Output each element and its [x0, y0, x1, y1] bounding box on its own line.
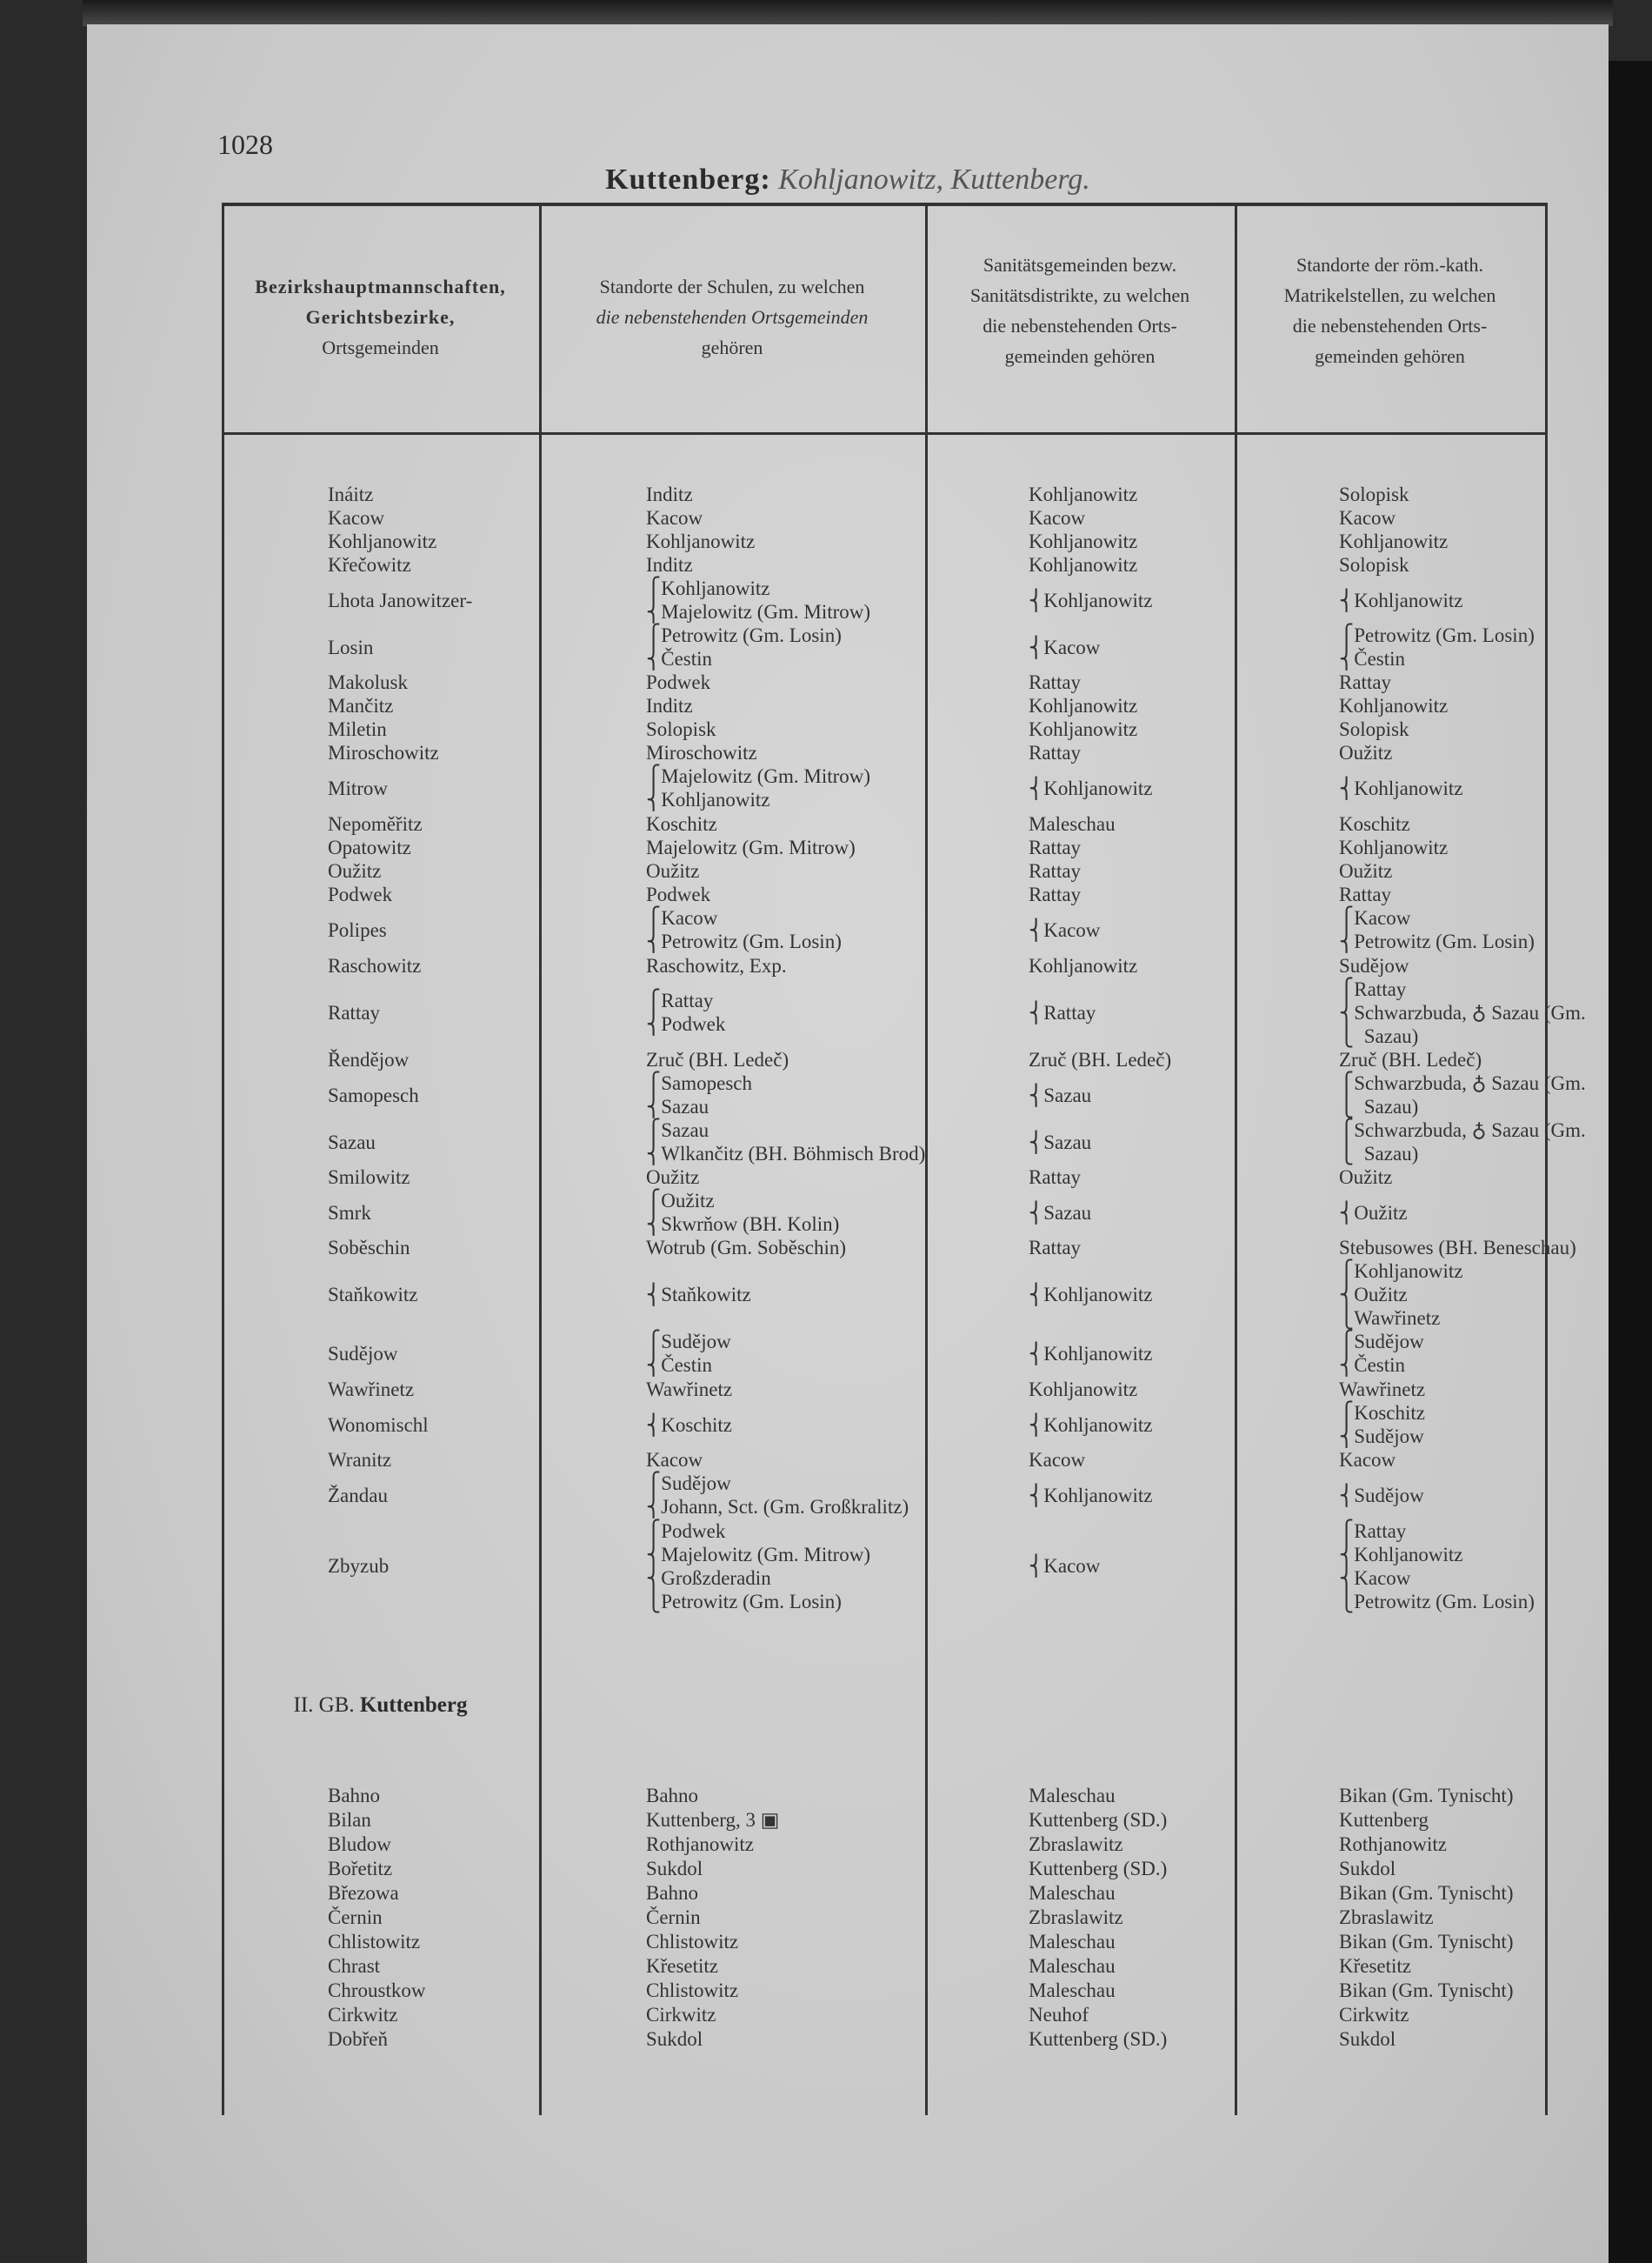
- s1-row3-gemeinde: Kohljanowitz: [328, 531, 437, 552]
- s2-row5-matrikel: Bikan (Gm. Tynischt): [1339, 1882, 1514, 1904]
- s1-row28-sanitaet: ⎨Kohljanowitz: [1029, 1414, 1153, 1436]
- s1-row19-matrikel: Zruč (BH. Ledeč): [1339, 1049, 1482, 1071]
- header-col2-line1: Standorte der Schulen, zu welchen: [599, 276, 865, 297]
- s1-row24-schule: Wotrub (Gm. Soběschin): [646, 1237, 847, 1258]
- s1-row18-matrikel: ⎧Rattay ⎨Schwarzbuda, ♁ Sazau (Gm. ⎩ Sazau): [1339, 978, 1586, 1047]
- s1-row31-gemeinde: Zbyzub: [328, 1555, 390, 1577]
- s1-row3-matrikel: Kohljanowitz: [1339, 531, 1449, 552]
- s1-row15-sanitaet: Rattay: [1029, 884, 1082, 905]
- s1-row31-sanitaet: ⎨Kacow: [1029, 1555, 1101, 1577]
- header-col4-line3: die nebenstehenden Orts-: [1292, 315, 1488, 337]
- s1-row6-schule: ⎧Petrowitz (Gm. Losin) ⎨Čestin: [646, 624, 842, 670]
- s1-row26-sanitaet: ⎨Kohljanowitz: [1029, 1343, 1153, 1365]
- s2-row10-gemeinde: Cirkwitz: [328, 2004, 398, 2026]
- s1-row7-matrikel: Rattay: [1339, 671, 1392, 693]
- s1-row25-sanitaet: ⎨Kohljanowitz: [1029, 1284, 1153, 1305]
- header-col2-line2: die nebenstehenden Ortsgemeinden: [596, 306, 869, 328]
- header-col3: [925, 250, 1235, 371]
- s1-row16-sanitaet: ⎨Kacow: [1029, 919, 1101, 941]
- s1-row10-matrikel: Oužitz: [1339, 742, 1393, 764]
- s2-row10-matrikel: Cirkwitz: [1339, 2004, 1409, 2026]
- s1-row10-sanitaet: Rattay: [1029, 742, 1082, 764]
- header-col4-line2: Matrikelstellen, zu welchen: [1283, 284, 1496, 306]
- s1-row25-matrikel: ⎧Kohljanowitz ⎨Oužitz ⎩Wawřinetz: [1339, 1260, 1463, 1329]
- s2-row11-schule: Sukdol: [646, 2028, 703, 2050]
- header-col4: [1235, 250, 1545, 371]
- s2-row7-matrikel: Bikan (Gm. Tynischt): [1339, 1931, 1514, 1953]
- s2-row8-sanitaet: Maleschau: [1029, 1955, 1116, 1977]
- s1-row30-schule: ⎧Sudějow ⎨Johann, Sct. (Gm. Großkralitz): [646, 1472, 909, 1518]
- s1-row27-sanitaet: Kohljanowitz: [1029, 1378, 1138, 1400]
- table-rule-left: [222, 206, 224, 2115]
- header-col3-line3: die nebenstehenden Orts-: [983, 315, 1177, 337]
- s1-row23-gemeinde: Smrk: [328, 1202, 371, 1224]
- s1-row18-gemeinde: Rattay: [328, 1002, 381, 1024]
- s1-row10-schule: Miroschowitz: [646, 742, 757, 764]
- s1-row2-sanitaet: Kacow: [1029, 507, 1086, 529]
- s1-row4-sanitaet: Kohljanowitz: [1029, 554, 1138, 576]
- page-title: [87, 164, 1609, 197]
- s1-row2-matrikel: Kacow: [1339, 507, 1396, 529]
- s1-row26-matrikel: ⎧Sudějow ⎨Čestin: [1339, 1331, 1424, 1376]
- s1-row15-schule: Podwek: [646, 884, 711, 905]
- s1-row26-schule: ⎧Sudějow ⎨Čestin: [646, 1331, 731, 1376]
- s2-row9-schule: Chlistowitz: [646, 1979, 739, 2001]
- s1-row20-gemeinde: Samopesch: [328, 1085, 419, 1106]
- s1-row24-gemeinde: Soběschin: [328, 1237, 410, 1258]
- s2-row3-matrikel: Rothjanowitz: [1339, 1833, 1447, 1855]
- s1-row28-gemeinde: Wonomischl: [328, 1414, 429, 1436]
- s2-row2-schule: Kuttenberg, 3 ▣: [646, 1809, 780, 1831]
- s1-row14-schule: Oužitz: [646, 860, 700, 882]
- s2-row9-matrikel: Bikan (Gm. Tynischt): [1339, 1979, 1514, 2001]
- s1-row17-schule: Raschowitz, Exp.: [646, 955, 787, 977]
- s2-row10-sanitaet: Neuhof: [1029, 2004, 1089, 2026]
- s1-row27-matrikel: Wawřinetz: [1339, 1378, 1426, 1400]
- s1-row15-gemeinde: Podwek: [328, 884, 393, 905]
- s2-row6-schule: Černin: [646, 1906, 701, 1928]
- s1-row13-sanitaet: Rattay: [1029, 837, 1082, 858]
- s1-row16-gemeinde: Polipes: [328, 919, 387, 941]
- s1-row1-matrikel: Solopisk: [1339, 484, 1409, 505]
- s2-row8-matrikel: Křesetitz: [1339, 1955, 1412, 1977]
- header-col2-line3: gehören: [701, 337, 763, 358]
- s2-row7-schule: Chlistowitz: [646, 1931, 739, 1953]
- s1-row18-sanitaet: ⎨Rattay: [1029, 1002, 1096, 1024]
- table-rule-col4: [1235, 206, 1237, 2115]
- header-col2: [539, 271, 925, 363]
- header-col3-line1: Sanitätsgemeinden bezw.: [983, 254, 1177, 276]
- s2-row2-gemeinde: Bilan: [328, 1809, 371, 1831]
- s1-row1-schule: Inditz: [646, 484, 693, 505]
- section2-name: Kuttenberg: [359, 1693, 468, 1717]
- s2-row3-sanitaet: Zbraslawitz: [1029, 1833, 1123, 1855]
- s1-row30-matrikel: ⎨Sudějow: [1339, 1485, 1424, 1506]
- s1-row31-schule: ⎧Podwek ⎨Majelowitz (Gm. Mitrow) ⎨Großzderadin ⎩Petrowitz (Gm. Losin): [646, 1520, 871, 1612]
- s1-row22-gemeinde: Smilowitz: [328, 1166, 410, 1188]
- s1-row14-sanitaet: Rattay: [1029, 860, 1082, 882]
- s2-row8-schule: Křesetitz: [646, 1955, 719, 1977]
- s1-row25-schule: ⎨Staňkowitz: [646, 1284, 751, 1305]
- s2-row2-sanitaet: Kuttenberg (SD.): [1029, 1809, 1168, 1831]
- s1-row21-gemeinde: Sazau: [328, 1132, 376, 1153]
- s1-row12-sanitaet: Maleschau: [1029, 813, 1116, 835]
- s1-row9-schule: Solopisk: [646, 718, 716, 740]
- s1-row1-sanitaet: Kohljanowitz: [1029, 484, 1138, 505]
- header-col4-line4: gemeinden gehören: [1315, 345, 1465, 367]
- s1-row2-gemeinde: Kacow: [328, 507, 385, 529]
- s1-row20-schule: ⎧Samopesch ⎨Sazau: [646, 1072, 753, 1118]
- s1-row11-matrikel: ⎨Kohljanowitz: [1339, 778, 1463, 799]
- s1-row3-sanitaet: Kohljanowitz: [1029, 531, 1138, 552]
- header-col1-line2: Gerichtsbezirke,: [305, 306, 456, 328]
- s1-row7-schule: Podwek: [646, 671, 711, 693]
- s1-row8-matrikel: Kohljanowitz: [1339, 695, 1449, 717]
- s1-row4-gemeinde: Křečowitz: [328, 554, 411, 576]
- s2-row4-gemeinde: Bořetitz: [328, 1858, 393, 1879]
- header-col1-line1: Bezirkshauptmannschaften,: [255, 276, 506, 297]
- s1-row21-schule: ⎧Sazau ⎨Wlkančitz (BH. Böhmisch Brod): [646, 1119, 926, 1165]
- s2-row5-gemeinde: Březowa: [328, 1882, 399, 1904]
- s1-row7-gemeinde: Makolusk: [328, 671, 408, 693]
- s2-row11-gemeinde: Dobřeň: [328, 2028, 388, 2050]
- s1-row15-matrikel: Rattay: [1339, 884, 1392, 905]
- s1-row13-gemeinde: Opatowitz: [328, 837, 411, 858]
- s2-row4-sanitaet: Kuttenberg (SD.): [1029, 1858, 1168, 1879]
- s1-row4-matrikel: Solopisk: [1339, 554, 1409, 576]
- s1-row5-sanitaet: ⎨Kohljanowitz: [1029, 590, 1153, 611]
- s2-row9-gemeinde: Chroustkow: [328, 1979, 426, 2001]
- s2-row2-matrikel: Kuttenberg: [1339, 1809, 1429, 1831]
- s1-row13-matrikel: Kohljanowitz: [1339, 837, 1449, 858]
- s1-row23-matrikel: ⎨Oužitz: [1339, 1202, 1408, 1224]
- s1-row23-schule: ⎧Oužitz ⎨Skwrňow (BH. Kolin): [646, 1190, 840, 1235]
- s2-row10-schule: Cirkwitz: [646, 2004, 716, 2026]
- s1-row21-sanitaet: ⎨Sazau: [1029, 1132, 1092, 1153]
- s1-row1-gemeinde: Ináitz: [328, 484, 374, 505]
- s1-row5-schule: ⎧Kohljanowitz ⎨Majelowitz (Gm. Mitrow): [646, 577, 871, 623]
- s1-row29-gemeinde: Wranitz: [328, 1449, 392, 1471]
- section2-prefix: II. GB.: [293, 1693, 355, 1717]
- s1-row17-gemeinde: Raschowitz: [328, 955, 422, 977]
- s1-row19-sanitaet: Zruč (BH. Ledeč): [1029, 1049, 1172, 1071]
- s1-row8-gemeinde: Mančitz: [328, 695, 394, 717]
- header-col3-line2: Sanitätsdistrikte, zu welchen: [969, 284, 1190, 306]
- s1-row5-matrikel: ⎨Kohljanowitz: [1339, 590, 1463, 611]
- document-page: [87, 24, 1609, 2263]
- s1-row22-schule: Oužitz: [646, 1166, 700, 1188]
- s1-row3-schule: Kohljanowitz: [646, 531, 756, 552]
- s1-row6-sanitaet: ⎨Kacow: [1029, 637, 1101, 658]
- s1-row12-gemeinde: Nepoměřitz: [328, 813, 423, 835]
- s1-row2-schule: Kacow: [646, 507, 703, 529]
- s1-row16-schule: ⎧Kacow ⎨Petrowitz (Gm. Losin): [646, 907, 842, 952]
- s1-row9-sanitaet: Kohljanowitz: [1029, 718, 1138, 740]
- s2-row9-sanitaet: Maleschau: [1029, 1979, 1116, 2001]
- header-rule: [222, 432, 1548, 435]
- s1-row17-sanitaet: Kohljanowitz: [1029, 955, 1138, 977]
- s1-row19-schule: Zruč (BH. Ledeč): [646, 1049, 789, 1071]
- s2-row1-matrikel: Bikan (Gm. Tynischt): [1339, 1785, 1514, 1806]
- s2-row6-matrikel: Zbraslawitz: [1339, 1906, 1434, 1928]
- s1-row29-schule: Kacow: [646, 1449, 703, 1471]
- s2-row6-gemeinde: Černin: [328, 1906, 383, 1928]
- scan-border-top: [83, 0, 1613, 26]
- s1-row14-matrikel: Oužitz: [1339, 860, 1393, 882]
- s1-row31-matrikel: ⎧Rattay ⎨Kohljanowitz ⎨Kacow ⎩Petrowitz (Gm. Losin): [1339, 1520, 1535, 1612]
- s2-row1-schule: Bahno: [646, 1785, 699, 1806]
- scan-border-right: [1609, 61, 1652, 2263]
- s1-row26-gemeinde: Sudějow: [328, 1343, 398, 1365]
- header-col4-line1: Standorte der röm.-kath.: [1296, 254, 1484, 276]
- s1-row30-gemeinde: Žandau: [328, 1485, 388, 1506]
- s1-row23-sanitaet: ⎨Sazau: [1029, 1202, 1092, 1224]
- page-number: 1028: [217, 129, 273, 160]
- table-rule-col2: [539, 206, 542, 2115]
- main-table: [222, 203, 1586, 2115]
- s1-row24-matrikel: Stebusowes (BH. Beneschau): [1339, 1237, 1576, 1258]
- s1-row21-matrikel: ⎧Schwarzbuda, ♁ Sazau (Gm. ⎩ Sazau): [1339, 1119, 1586, 1165]
- s1-row14-gemeinde: Oužitz: [328, 860, 382, 882]
- s2-row11-matrikel: Sukdol: [1339, 2028, 1396, 2050]
- s1-row12-matrikel: Koschitz: [1339, 813, 1410, 835]
- s2-row7-sanitaet: Maleschau: [1029, 1931, 1116, 1953]
- s2-row3-schule: Rothjanowitz: [646, 1833, 754, 1855]
- s1-row8-sanitaet: Kohljanowitz: [1029, 695, 1138, 717]
- s2-row7-gemeinde: Chlistowitz: [328, 1931, 421, 1953]
- s1-row5-gemeinde: Lhota Janowitzer-: [328, 590, 473, 611]
- s1-row24-sanitaet: Rattay: [1029, 1237, 1082, 1258]
- s2-row5-sanitaet: Maleschau: [1029, 1882, 1116, 1904]
- header-col1: [222, 271, 539, 363]
- s1-row30-sanitaet: ⎨Kohljanowitz: [1029, 1485, 1153, 1506]
- s1-row27-schule: Wawřinetz: [646, 1378, 733, 1400]
- s1-row9-gemeinde: Miletin: [328, 718, 387, 740]
- s1-row28-matrikel: ⎧Koschitz ⎨Sudějow: [1339, 1402, 1426, 1447]
- s1-row13-schule: Majelowitz (Gm. Mitrow): [646, 837, 856, 858]
- header-col3-line4: gemeinden gehören: [1004, 345, 1156, 367]
- s1-row16-matrikel: ⎧Kacow ⎨Petrowitz (Gm. Losin): [1339, 907, 1535, 952]
- s2-row11-sanitaet: Kuttenberg (SD.): [1029, 2028, 1168, 2050]
- s1-row11-gemeinde: Mitrow: [328, 778, 388, 799]
- s1-row8-schule: Inditz: [646, 695, 693, 717]
- table-rule-col3: [925, 206, 928, 2115]
- title-rest: Kohljanowitz, Kuttenberg.: [770, 164, 1090, 196]
- s1-row22-matrikel: Oužitz: [1339, 1166, 1393, 1188]
- s1-row18-schule: ⎧Rattay ⎨Podwek: [646, 990, 726, 1035]
- header-col1-line3: Ortsgemeinden: [322, 337, 439, 358]
- s1-row4-schule: Inditz: [646, 554, 693, 576]
- s1-row29-matrikel: Kacow: [1339, 1449, 1396, 1471]
- title-bold: Kuttenberg:: [605, 164, 771, 196]
- s1-row19-gemeinde: Řendějow: [328, 1049, 410, 1071]
- s1-row11-sanitaet: ⎨Kohljanowitz: [1029, 778, 1153, 799]
- s2-row4-schule: Sukdol: [646, 1858, 703, 1879]
- s1-row9-matrikel: Solopisk: [1339, 718, 1409, 740]
- s1-row11-schule: ⎧Majelowitz (Gm. Mitrow) ⎨Kohljanowitz: [646, 765, 871, 811]
- s2-row3-gemeinde: Bludow: [328, 1833, 391, 1855]
- s1-row22-sanitaet: Rattay: [1029, 1166, 1082, 1188]
- s2-row1-gemeinde: Bahno: [328, 1785, 381, 1806]
- s2-row6-sanitaet: Zbraslawitz: [1029, 1906, 1123, 1928]
- s2-row4-matrikel: Sukdol: [1339, 1858, 1396, 1879]
- s1-row29-sanitaet: Kacow: [1029, 1449, 1086, 1471]
- s1-row20-matrikel: ⎧Schwarzbuda, ♁ Sazau (Gm. ⎩ Sazau): [1339, 1072, 1586, 1118]
- s1-row10-gemeinde: Miroschowitz: [328, 742, 439, 764]
- s1-row27-gemeinde: Wawřinetz: [328, 1378, 415, 1400]
- s2-row8-gemeinde: Chrast: [328, 1955, 381, 1977]
- s1-row6-gemeinde: Losin: [328, 637, 374, 658]
- s1-row6-matrikel: ⎧Petrowitz (Gm. Losin) ⎨Čestin: [1339, 624, 1535, 670]
- section2-heading: [222, 1693, 539, 1718]
- s2-row5-schule: Bahno: [646, 1882, 699, 1904]
- s2-row1-sanitaet: Maleschau: [1029, 1785, 1116, 1806]
- s1-row20-sanitaet: ⎨Sazau: [1029, 1085, 1092, 1106]
- s1-row7-sanitaet: Rattay: [1029, 671, 1082, 693]
- s1-row12-schule: Koschitz: [646, 813, 717, 835]
- s1-row17-matrikel: Sudějow: [1339, 955, 1409, 977]
- s1-row25-gemeinde: Staňkowitz: [328, 1284, 418, 1305]
- s1-row28-schule: ⎨Koschitz: [646, 1414, 733, 1436]
